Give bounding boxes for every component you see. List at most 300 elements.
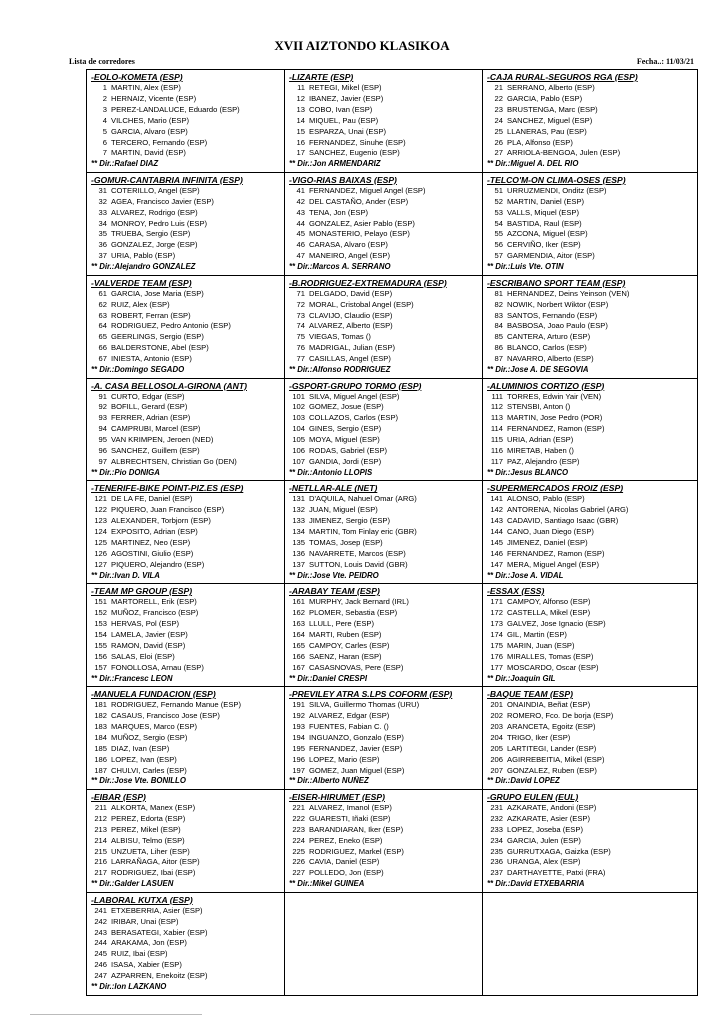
rider-entry	[487, 663, 680, 674]
team-row	[87, 687, 697, 790]
rider-number: 51	[494, 185, 503, 195]
rider-entry	[487, 219, 680, 230]
rider-name: ALVAREZ, Alberto (ESP)	[309, 321, 393, 331]
rider-entry	[289, 700, 482, 711]
rider-entry	[289, 354, 482, 365]
team-block	[87, 481, 285, 583]
rider-entry	[91, 938, 284, 949]
rider-number: 187	[94, 765, 107, 775]
rider-entry	[91, 597, 284, 608]
rider-entry	[289, 148, 482, 159]
rider-number: 117	[490, 456, 503, 466]
rider-number: 6	[102, 137, 107, 147]
team-director: ** Dir.:Ivan D. VILA	[91, 570, 160, 580]
rider-name: SERRANO, Alberto (ESP)	[507, 83, 595, 92]
rider-entry	[289, 83, 482, 94]
rider-name: MARIN, Juan (ESP)	[507, 640, 575, 650]
rider-entry	[487, 630, 680, 641]
rider-entry	[91, 148, 284, 159]
rider-number: 115	[490, 435, 503, 445]
rider-number: 143	[490, 516, 503, 526]
team-row	[87, 173, 697, 276]
rider-number: 43	[296, 207, 305, 217]
rider-name: LLANERAS, Pau (ESP)	[507, 126, 587, 136]
rider-number: 244	[94, 938, 107, 948]
team-director: ** Dir.:Antonio LLOPIS	[289, 467, 373, 477]
rider-number: 211	[94, 802, 107, 812]
rider-name: BRUSTENGA, Marc (ESP)	[507, 104, 598, 114]
team-row	[87, 584, 697, 687]
rider-entry	[91, 722, 284, 733]
rider-number: 134	[292, 527, 305, 537]
rider-name: SILVA, Guillermo Thomas (URU)	[309, 700, 420, 710]
rider-entry	[91, 538, 284, 549]
rider-number: 185	[94, 743, 107, 753]
rider-number: 204	[490, 732, 503, 742]
rider-entry	[487, 148, 680, 159]
team-director: ** Dir.:Luis Vte. OTIN	[487, 262, 564, 272]
rider-number: 62	[98, 299, 107, 309]
rider-entry	[91, 94, 284, 105]
rider-number: 45	[296, 229, 305, 239]
rider-entry	[487, 208, 680, 219]
rider-name: GURRUTXAGA, Gaizka (ESP)	[507, 846, 611, 856]
rider-number: 206	[490, 754, 503, 764]
team-director: ** Dir.:Alberto NUÑEZ	[289, 776, 369, 786]
rider-number: 13	[296, 104, 305, 114]
rider-entry	[91, 127, 284, 138]
rider-name: IBANEZ, Javier (ESP)	[309, 93, 384, 103]
rider-number: 66	[98, 343, 107, 353]
rider-number: 162	[292, 608, 305, 618]
rider-number: 101	[292, 391, 305, 401]
rider-number: 236	[490, 857, 503, 867]
rider-name: IRIBAR, Unai (ESP)	[111, 916, 179, 926]
rider-number: 3	[102, 104, 107, 114]
rider-number: 52	[494, 196, 503, 206]
rider-entry	[289, 186, 482, 197]
team-director: ** Dir.:Daniel CRESPI	[289, 673, 367, 683]
rider-entry	[91, 527, 284, 538]
rider-entry	[289, 711, 482, 722]
rider-number: 186	[94, 754, 107, 764]
team-name: -GOMUR-CANTABRIA INFINITA (ESP)	[91, 174, 243, 185]
empty-cell	[483, 893, 680, 995]
rider-number: 217	[94, 868, 107, 878]
rider-name: LARRAÑAGA, Aitor (ESP)	[111, 857, 200, 867]
rider-number: 67	[98, 354, 107, 364]
rider-entry	[289, 311, 482, 322]
rider-number: 114	[490, 424, 503, 434]
rider-number: 1	[102, 83, 107, 92]
team-block	[87, 687, 285, 789]
rider-entry	[91, 435, 284, 446]
rider-name: MUÑOZ, Sergio (ESP)	[111, 732, 188, 742]
rider-name: AGOSTINI, Giulio (ESP)	[111, 548, 194, 558]
rider-number: 127	[94, 559, 107, 569]
rider-entry	[289, 300, 482, 311]
rider-number: 41	[296, 185, 305, 195]
rider-name: URIA, Adrian (ESP)	[507, 435, 574, 445]
rider-entry	[487, 803, 680, 814]
rider-number: 23	[494, 104, 503, 114]
rider-entry	[487, 300, 680, 311]
rider-number: 85	[494, 332, 503, 342]
rider-entry	[91, 917, 284, 928]
rider-entry	[91, 619, 284, 630]
rider-number: 94	[98, 424, 107, 434]
rider-name: GARCIA, Pablo (ESP)	[507, 93, 583, 103]
team-director: ** Dir.:Jon ARMENDARIZ	[289, 159, 381, 169]
rider-number: 246	[94, 960, 107, 970]
rider-name: PLOMER, Sebastia (ESP)	[309, 608, 398, 618]
rider-entry	[487, 435, 680, 446]
team-name: -ALUMINIOS CORTIZO (ESP)	[487, 380, 605, 391]
rider-name: ANTORENA, Nicolas Gabriel (ARG)	[507, 505, 629, 515]
rider-name: DE LA FE, Daniel (ESP)	[111, 494, 193, 504]
rider-entry	[289, 392, 482, 403]
team-name: -ESSAX (ESS)	[487, 586, 545, 597]
rider-name: PIQUERO, Alejandro (ESP)	[111, 559, 205, 569]
rider-name: ROMERO, Fco. De borja (ESP)	[507, 710, 614, 720]
team-director: ** Dir.:Jose Vte. BONILLO	[91, 776, 186, 786]
rider-number: 214	[94, 835, 107, 845]
team-block	[483, 584, 680, 686]
rider-name: NOWIK, Norbert Wiktor (ESP)	[507, 299, 609, 309]
rider-number: 65	[98, 332, 107, 342]
rider-entry	[289, 857, 482, 868]
rider-name: LOPEZ, Ivan (ESP)	[111, 754, 177, 764]
rider-name: URIA, Pablo (ESP)	[111, 251, 176, 261]
rider-entry	[289, 424, 482, 435]
rider-number: 37	[98, 251, 107, 261]
rider-name: PAZ, Alejandro (ESP)	[507, 456, 580, 466]
teams-grid	[86, 69, 698, 996]
rider-entry	[91, 116, 284, 127]
rider-number: 103	[292, 413, 305, 423]
rider-entry	[487, 240, 680, 251]
rider-entry	[487, 733, 680, 744]
team-name: -ARABAY TEAM (ESP)	[289, 586, 380, 597]
rider-number: 71	[296, 288, 305, 298]
rider-number: 96	[98, 446, 107, 456]
rider-number: 14	[296, 115, 305, 125]
rider-number: 61	[98, 288, 107, 298]
rider-name: GARCIA, Alvaro (ESP)	[111, 126, 188, 136]
rider-number: 156	[94, 651, 107, 661]
rider-number: 16	[296, 137, 305, 147]
rider-number: 113	[490, 413, 503, 423]
rider-number: 153	[94, 619, 107, 629]
rider-name: GONZALEZ, Asier Pablo (ESP)	[309, 218, 415, 228]
rider-name: DELGADO, David (ESP)	[309, 288, 393, 298]
team-name: -PREVILEY ATRA S.LPS COFORM (ESP)	[289, 689, 453, 700]
rider-number: 107	[292, 456, 305, 466]
rider-name: GUARESTI, Iñaki (ESP)	[309, 813, 391, 823]
rider-entry	[289, 868, 482, 879]
rider-entry	[487, 127, 680, 138]
rider-number: 33	[98, 207, 107, 217]
rider-entry	[91, 928, 284, 939]
rider-entry	[289, 494, 482, 505]
rider-name: SALAS, Eloi (ESP)	[111, 651, 175, 661]
team-block	[285, 70, 483, 172]
team-director: ** Dir.:Galder LASUEN	[91, 879, 174, 889]
rider-entry	[487, 229, 680, 240]
rider-entry	[487, 392, 680, 403]
rider-entry	[289, 505, 482, 516]
team-block	[285, 584, 483, 686]
rider-name: ALVAREZ, Imanol (ESP)	[309, 802, 392, 812]
rider-name: GOMEZ, Josue (ESP)	[309, 402, 384, 412]
list-label: Lista de corredores	[69, 57, 135, 66]
rider-name: GONZALEZ, Ruben (ESP)	[507, 765, 597, 775]
rider-name: PIQUERO, Juan Francisco (ESP)	[111, 505, 225, 515]
rider-entry	[487, 516, 680, 527]
team-block	[285, 481, 483, 583]
rider-entry	[91, 354, 284, 365]
rider-name: INGUANZO, Gonzalo (ESP)	[309, 732, 404, 742]
team-row	[87, 379, 697, 482]
rider-number: 173	[490, 619, 503, 629]
rider-name: HERNAIZ, Vicente (ESP)	[111, 93, 197, 103]
team-director: ** Dir.:Pio DONIGA	[91, 467, 160, 477]
rider-number: 231	[490, 802, 503, 812]
rider-name: CHULVI, Carles (ESP)	[111, 765, 187, 775]
rider-entry	[91, 413, 284, 424]
rider-entry	[91, 630, 284, 641]
rider-number: 174	[490, 629, 503, 639]
rider-entry	[487, 836, 680, 847]
rider-entry	[91, 825, 284, 836]
rider-number: 24	[494, 115, 503, 125]
rider-number: 31	[98, 185, 107, 195]
date-label: Fecha..: 11/03/21	[636, 57, 694, 66]
rider-number: 124	[94, 527, 107, 537]
rider-name: VAN KRIMPEN, Jeroen (NED)	[111, 435, 214, 445]
rider-number: 121	[94, 494, 107, 504]
team-row	[87, 481, 697, 584]
rider-name: MONROY, Pedro Luis (ESP)	[111, 218, 208, 228]
rider-entry	[487, 197, 680, 208]
rider-name: SAENZ, Haran (ESP)	[309, 651, 382, 661]
rider-name: GEERLINGS, Sergio (ESP)	[111, 332, 204, 342]
rider-name: MARQUES, Marco (ESP)	[111, 721, 198, 731]
rider-entry	[289, 527, 482, 538]
rider-entry	[289, 597, 482, 608]
rider-name: GONZALEZ, Jorge (ESP)	[111, 240, 198, 250]
rider-number: 226	[292, 857, 305, 867]
team-block	[87, 379, 285, 481]
rider-entry	[487, 494, 680, 505]
rider-name: BARANDIARAN, Iker (ESP)	[309, 824, 404, 834]
rider-number: 55	[494, 229, 503, 239]
rider-number: 12	[296, 93, 305, 103]
rider-entry	[91, 105, 284, 116]
rider-name: CADAVID, Santiago Isaac (GBR)	[507, 516, 619, 526]
rider-number: 197	[292, 765, 305, 775]
rider-name: RODRIGUEZ, Pedro Antonio (ESP)	[111, 321, 231, 331]
rider-name: ARAKAMA, Jon (ESP)	[111, 938, 187, 948]
rider-name: ETXEBERRIA, Asier (ESP)	[111, 905, 203, 915]
rider-name: BOFILL, Gerard (ESP)	[111, 402, 188, 412]
rider-entry	[91, 197, 284, 208]
rider-number: 81	[494, 288, 503, 298]
team-block	[483, 276, 680, 378]
rider-entry	[289, 343, 482, 354]
rider-entry	[91, 300, 284, 311]
rider-number: 166	[292, 651, 305, 661]
rider-number: 232	[490, 813, 503, 823]
rider-name: MARTIN, David (ESP)	[111, 148, 186, 158]
team-block	[87, 584, 285, 686]
team-name: -GRUPO EULEN (EUL)	[487, 791, 579, 802]
rider-entry	[91, 663, 284, 674]
rider-number: 36	[98, 240, 107, 250]
rider-name: MADRIGAL, Julian (ESP)	[309, 343, 396, 353]
rider-entry	[91, 332, 284, 343]
rider-number: 224	[292, 835, 305, 845]
rider-name: JIMENEZ, Sergio (ESP)	[309, 516, 391, 526]
rider-number: 32	[98, 196, 107, 206]
rider-name: GARCIA, Jose Maria (ESP)	[111, 288, 204, 298]
page-title: XVII AIZTONDO KLASIKOA	[274, 38, 450, 53]
rider-number: 164	[292, 629, 305, 639]
rider-number: 203	[490, 721, 503, 731]
rider-entry	[289, 825, 482, 836]
rider-number: 104	[292, 424, 305, 434]
rider-entry	[487, 424, 680, 435]
rider-entry	[91, 343, 284, 354]
rider-number: 242	[94, 916, 107, 926]
rider-entry	[289, 229, 482, 240]
rider-number: 77	[296, 354, 305, 364]
rider-entry	[289, 619, 482, 630]
rider-name: BALDERSTONE, Abel (ESP)	[111, 343, 209, 353]
rider-name: AZKARATE, Asier (ESP)	[507, 813, 590, 823]
team-director: ** Dir.:Alejandro GONZALEZ	[91, 262, 196, 272]
rider-number: 47	[296, 251, 305, 261]
rider-number: 87	[494, 354, 503, 364]
rider-entry	[487, 321, 680, 332]
team-block	[483, 379, 680, 481]
team-director: ** Dir.:Jose Vte. PEIDRO	[289, 570, 379, 580]
rider-number: 91	[98, 391, 107, 401]
rider-number: 7	[102, 148, 107, 158]
rider-entry	[91, 83, 284, 94]
rider-entry	[91, 744, 284, 755]
rider-number: 155	[94, 640, 107, 650]
rider-entry	[487, 538, 680, 549]
rider-number: 22	[494, 93, 503, 103]
team-director: ** Dir.:Marcos A. SERRANO	[289, 262, 391, 272]
rider-name: TRUEBA, Sergio (ESP)	[111, 229, 191, 239]
rider-name: SILVA, Miguel Angel (ESP)	[309, 391, 400, 401]
rider-entry	[487, 766, 680, 777]
rider-number: 112	[490, 402, 503, 412]
rider-name: ARRIOLA-BENGOA, Julen (ESP)	[507, 148, 621, 158]
rider-number: 4	[102, 115, 107, 125]
team-block	[483, 173, 680, 275]
rider-entry	[91, 240, 284, 251]
rider-entry	[289, 663, 482, 674]
rider-number: 237	[490, 868, 503, 878]
team-director: ** Dir.:Mikel GUINEA	[289, 879, 365, 889]
team-name: -SUPERMERCADOS FROIZ (ESP)	[487, 483, 624, 494]
rider-name: FUENTES, Fabian C. ()	[309, 721, 389, 731]
rider-number: 56	[494, 240, 503, 250]
rider-entry	[91, 733, 284, 744]
rider-entry	[91, 494, 284, 505]
rider-number: 93	[98, 413, 107, 423]
team-block	[285, 379, 483, 481]
rider-name: LLULL, Pere (ESP)	[309, 619, 374, 629]
rider-entry	[91, 766, 284, 777]
rider-name: PEREZ-LANDALUCE, Eduardo (ESP)	[111, 104, 240, 114]
rider-entry	[487, 847, 680, 858]
rider-number: 216	[94, 857, 107, 867]
rider-number: 141	[490, 494, 503, 504]
rider-entry	[487, 105, 680, 116]
rider-number: 163	[292, 619, 305, 629]
rider-name: GALVEZ, Jose Ignacio (ESP)	[507, 619, 606, 629]
rider-name: BERASATEGI, Xabier (ESP)	[111, 927, 208, 937]
rider-entry	[289, 197, 482, 208]
team-director: ** Dir.:Jesus BLANCO	[487, 467, 569, 477]
rider-name: CASASNOVAS, Pere (ESP)	[309, 662, 404, 672]
rider-number: 175	[490, 640, 503, 650]
rider-name: PEREZ, Edorta (ESP)	[111, 813, 186, 823]
rider-number: 235	[490, 846, 503, 856]
rider-entry	[289, 457, 482, 468]
rider-name: FERNANDEZ, Javier (ESP)	[309, 743, 403, 753]
rider-entry	[487, 402, 680, 413]
rider-name: FERRER, Adrian (ESP)	[111, 413, 191, 423]
rider-name: RODRIGUEZ, Ibai (ESP)	[111, 868, 196, 878]
rider-name: VALLS, Miquel (ESP)	[507, 207, 580, 217]
rider-number: 201	[490, 700, 503, 710]
rider-entry	[487, 527, 680, 538]
rider-number: 222	[292, 813, 305, 823]
rider-entry	[487, 560, 680, 571]
rider-name: AGEA, Francisco Javier (ESP)	[111, 196, 214, 206]
rider-name: RUIZ, Ibai (ESP)	[111, 949, 168, 959]
rider-number: 191	[292, 700, 305, 710]
rider-name: MARTIN, Alex (ESP)	[111, 83, 181, 92]
rider-number: 161	[292, 597, 305, 607]
rider-name: LAMELA, Javier (ESP)	[111, 629, 188, 639]
rider-name: CAMPOY, Carles (ESP)	[309, 640, 390, 650]
rider-name: PLA, Alfonso (ESP)	[507, 137, 573, 147]
team-block	[483, 790, 680, 892]
rider-number: 54	[494, 218, 503, 228]
rider-name: TORRES, Edwin Yair (VEN)	[507, 391, 602, 401]
rider-number: 212	[94, 813, 107, 823]
rider-name: RODRIGUEZ, Fernando Manue (ESP)	[111, 700, 241, 710]
rider-entry	[289, 446, 482, 457]
rider-entry	[91, 847, 284, 858]
rider-number: 194	[292, 732, 305, 742]
rider-number: 227	[292, 868, 305, 878]
rider-number: 247	[94, 971, 107, 981]
rider-entry	[289, 803, 482, 814]
rider-entry	[91, 711, 284, 722]
rider-number: 195	[292, 743, 305, 753]
rider-entry	[289, 516, 482, 527]
rider-name: ALONSO, Pablo (ESP)	[507, 494, 585, 504]
rider-entry	[91, 641, 284, 652]
rider-entry	[91, 505, 284, 516]
